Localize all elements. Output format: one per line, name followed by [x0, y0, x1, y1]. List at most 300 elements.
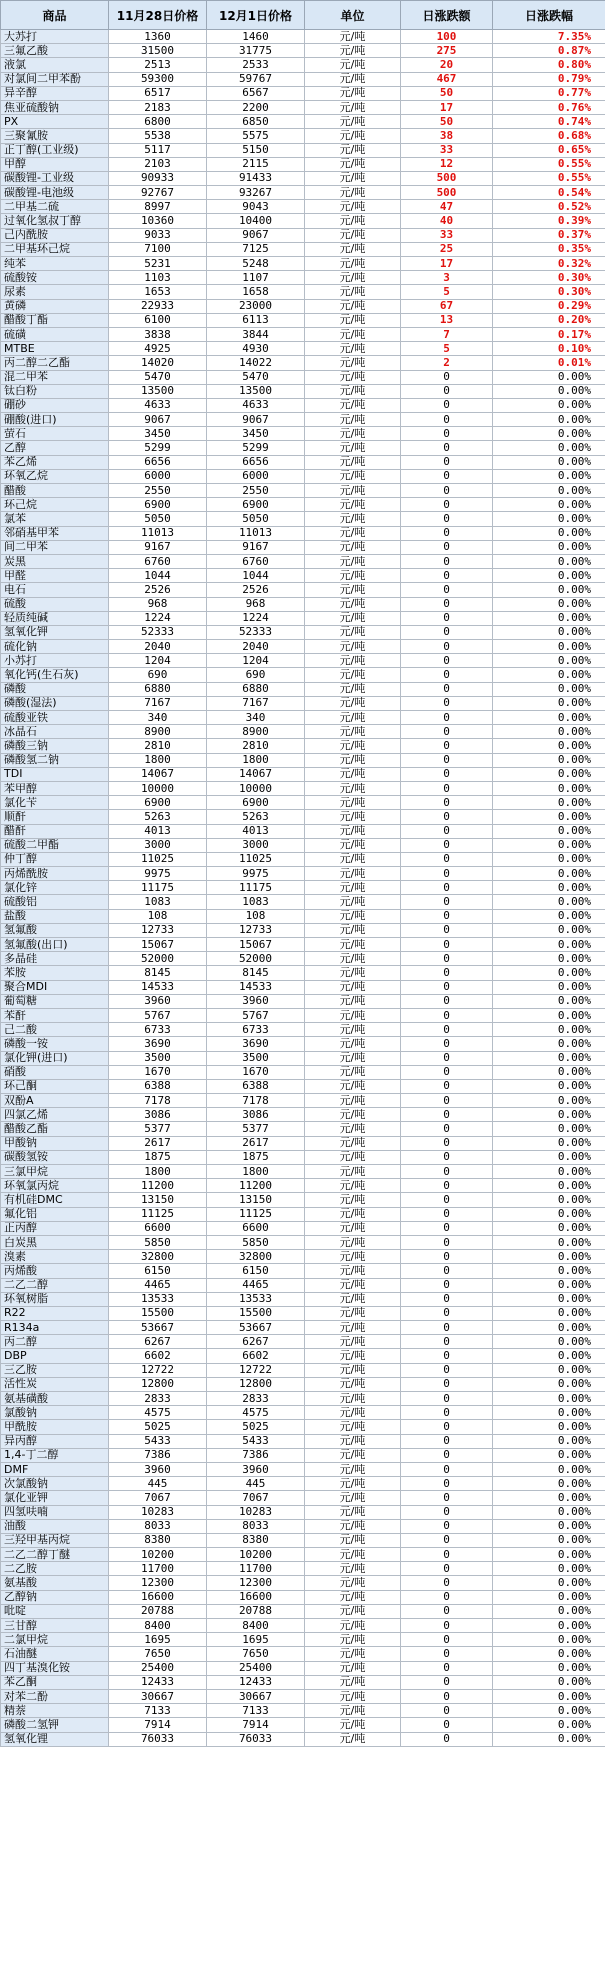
- product-name-cell: 硫酸: [1, 597, 109, 611]
- unit-cell: 元/吨: [305, 1491, 401, 1505]
- price-dec1-cell: 1658: [207, 285, 305, 299]
- price-dec1-cell: 2810: [207, 739, 305, 753]
- price-nov28-cell: 6733: [109, 1023, 207, 1037]
- unit-cell: 元/吨: [305, 30, 401, 44]
- product-name-cell: 氟化铝: [1, 1207, 109, 1221]
- unit-cell: 元/吨: [305, 1619, 401, 1633]
- product-name-cell: 仲丁醇: [1, 852, 109, 866]
- table-row: [1, 257, 605, 271]
- price-nov28-cell: 2833: [109, 1392, 207, 1406]
- price-nov28-cell: 6900: [109, 796, 207, 810]
- price-nov28-cell: 1360: [109, 30, 207, 44]
- table-row: [1, 767, 605, 781]
- price-nov28-cell: 4465: [109, 1278, 207, 1292]
- daily-change-pct-cell: 0.00%: [493, 682, 605, 696]
- price-nov28-cell: 8997: [109, 200, 207, 214]
- unit-cell: 元/吨: [305, 1661, 401, 1675]
- price-nov28-cell: 5117: [109, 143, 207, 157]
- product-name-cell: 乙醇: [1, 441, 109, 455]
- product-name-cell: 炭黑: [1, 554, 109, 568]
- unit-cell: 元/吨: [305, 1562, 401, 1576]
- daily-change-cell: 40: [401, 214, 493, 228]
- product-name-cell: 丙烯酰胺: [1, 867, 109, 881]
- daily-change-cell: 0: [401, 1051, 493, 1065]
- product-name-cell: 磷酸二氢钾: [1, 1718, 109, 1732]
- price-dec1-cell: 6880: [207, 682, 305, 696]
- daily-change-cell: 0: [401, 824, 493, 838]
- price-dec1-cell: 5850: [207, 1235, 305, 1249]
- daily-change-pct-cell: 0.00%: [493, 668, 605, 682]
- price-dec1-cell: 5433: [207, 1434, 305, 1448]
- price-dec1-cell: 11175: [207, 881, 305, 895]
- daily-change-pct-cell: 0.00%: [493, 725, 605, 739]
- daily-change-pct-cell: 0.00%: [493, 1051, 605, 1065]
- daily-change-cell: 0: [401, 1136, 493, 1150]
- daily-change-cell: 50: [401, 115, 493, 129]
- table-row: [1, 781, 605, 795]
- daily-change-pct-cell: 0.00%: [493, 1150, 605, 1164]
- daily-change-cell: 0: [401, 1505, 493, 1519]
- daily-change-pct-cell: 0.00%: [493, 427, 605, 441]
- table-row: [1, 938, 605, 952]
- daily-change-cell: 0: [401, 852, 493, 866]
- price-nov28-cell: 2103: [109, 157, 207, 171]
- daily-change-pct-cell: 0.00%: [493, 895, 605, 909]
- table-row: [1, 554, 605, 568]
- product-name-cell: 醋酸: [1, 484, 109, 498]
- table-row: [1, 1008, 605, 1022]
- daily-change-cell: 0: [401, 753, 493, 767]
- price-nov28-cell: 11700: [109, 1562, 207, 1576]
- daily-change-cell: 0: [401, 923, 493, 937]
- daily-change-pct-cell: 0.37%: [493, 228, 605, 242]
- daily-change-pct-cell: 0.00%: [493, 1108, 605, 1122]
- daily-change-cell: 67: [401, 299, 493, 313]
- price-nov28-cell: 52333: [109, 625, 207, 639]
- product-name-cell: 环氧氯丙烷: [1, 1179, 109, 1193]
- price-nov28-cell: 5470: [109, 370, 207, 384]
- unit-cell: 元/吨: [305, 44, 401, 58]
- product-name-cell: 甲醇: [1, 157, 109, 171]
- daily-change-cell: 0: [401, 1704, 493, 1718]
- unit-cell: 元/吨: [305, 1647, 401, 1661]
- daily-change-pct-cell: 0.00%: [493, 1179, 605, 1193]
- unit-cell: 元/吨: [305, 668, 401, 682]
- daily-change-pct-cell: 0.00%: [493, 1448, 605, 1462]
- table-row: [1, 1264, 605, 1278]
- daily-change-pct-cell: 0.00%: [493, 554, 605, 568]
- daily-change-pct-cell: 0.39%: [493, 214, 605, 228]
- table-row: [1, 1519, 605, 1533]
- table-row: [1, 1207, 605, 1221]
- product-name-cell: TDI: [1, 767, 109, 781]
- price-nov28-cell: 53667: [109, 1321, 207, 1335]
- daily-change-pct-cell: 0.00%: [493, 1619, 605, 1633]
- col-header-price-nov28: 11月28日价格: [109, 1, 207, 30]
- price-nov28-cell: 340: [109, 711, 207, 725]
- price-dec1-cell: 2040: [207, 640, 305, 654]
- daily-change-cell: 0: [401, 1491, 493, 1505]
- table-row: [1, 370, 605, 384]
- daily-change-pct-cell: 0.00%: [493, 1434, 605, 1448]
- product-name-cell: 纯苯: [1, 257, 109, 271]
- daily-change-pct-cell: 0.00%: [493, 966, 605, 980]
- unit-cell: 元/吨: [305, 867, 401, 881]
- unit-cell: 元/吨: [305, 1732, 401, 1746]
- table-row: [1, 455, 605, 469]
- price-nov28-cell: 1103: [109, 271, 207, 285]
- price-nov28-cell: 90933: [109, 171, 207, 185]
- table-row: [1, 753, 605, 767]
- price-dec1-cell: 8400: [207, 1619, 305, 1633]
- daily-change-cell: 0: [401, 1306, 493, 1320]
- product-name-cell: DMF: [1, 1462, 109, 1476]
- daily-change-cell: 0: [401, 1179, 493, 1193]
- table-row: [1, 356, 605, 370]
- price-dec1-cell: 10000: [207, 781, 305, 795]
- table-row: [1, 952, 605, 966]
- price-nov28-cell: 1653: [109, 285, 207, 299]
- daily-change-cell: 0: [401, 540, 493, 554]
- price-nov28-cell: 5767: [109, 1008, 207, 1022]
- product-name-cell: 环己烷: [1, 498, 109, 512]
- daily-change-pct-cell: 0.30%: [493, 285, 605, 299]
- table-row: [1, 186, 605, 200]
- table-row: [1, 427, 605, 441]
- product-name-cell: 轻质纯碱: [1, 611, 109, 625]
- daily-change-pct-cell: 0.00%: [493, 413, 605, 427]
- daily-change-pct-cell: 0.00%: [493, 611, 605, 625]
- price-dec1-cell: 6267: [207, 1335, 305, 1349]
- price-dec1-cell: 5575: [207, 129, 305, 143]
- unit-cell: 元/吨: [305, 1207, 401, 1221]
- price-dec1-cell: 1875: [207, 1150, 305, 1164]
- table-row: [1, 725, 605, 739]
- daily-change-cell: 0: [401, 1079, 493, 1093]
- table-row: [1, 398, 605, 412]
- unit-cell: 元/吨: [305, 1122, 401, 1136]
- daily-change-cell: 5: [401, 342, 493, 356]
- product-name-cell: 环氧树脂: [1, 1292, 109, 1306]
- daily-change-cell: 0: [401, 1377, 493, 1391]
- table-row: [1, 129, 605, 143]
- unit-cell: 元/吨: [305, 1179, 401, 1193]
- unit-cell: 元/吨: [305, 1604, 401, 1618]
- table-row: [1, 980, 605, 994]
- product-name-cell: 环己酮: [1, 1079, 109, 1093]
- unit-cell: 元/吨: [305, 1406, 401, 1420]
- price-nov28-cell: 3086: [109, 1108, 207, 1122]
- daily-change-pct-cell: 0.00%: [493, 1335, 605, 1349]
- product-name-cell: 甲酸钠: [1, 1136, 109, 1150]
- unit-cell: 元/吨: [305, 214, 401, 228]
- unit-cell: 元/吨: [305, 299, 401, 313]
- price-nov28-cell: 5050: [109, 512, 207, 526]
- daily-change-cell: 0: [401, 384, 493, 398]
- table-row: [1, 1037, 605, 1051]
- unit-cell: 元/吨: [305, 157, 401, 171]
- table-row: [1, 498, 605, 512]
- daily-change-cell: 0: [401, 966, 493, 980]
- col-header-daily-change: 日涨跌额: [401, 1, 493, 30]
- price-dec1-cell: 6567: [207, 86, 305, 100]
- unit-cell: 元/吨: [305, 881, 401, 895]
- unit-cell: 元/吨: [305, 285, 401, 299]
- price-dec1-cell: 6388: [207, 1079, 305, 1093]
- price-nov28-cell: 10000: [109, 781, 207, 795]
- daily-change-pct-cell: 0.00%: [493, 583, 605, 597]
- table-row: [1, 668, 605, 682]
- unit-cell: 元/吨: [305, 1477, 401, 1491]
- price-dec1-cell: 76033: [207, 1732, 305, 1746]
- daily-change-pct-cell: 0.00%: [493, 753, 605, 767]
- daily-change-pct-cell: 0.00%: [493, 1008, 605, 1022]
- price-dec1-cell: 3960: [207, 1462, 305, 1476]
- price-dec1-cell: 15067: [207, 938, 305, 952]
- price-nov28-cell: 5377: [109, 1122, 207, 1136]
- daily-change-cell: 0: [401, 1349, 493, 1363]
- product-name-cell: 氨基酸: [1, 1576, 109, 1590]
- daily-change-pct-cell: 0.00%: [493, 938, 605, 952]
- daily-change-pct-cell: 0.00%: [493, 540, 605, 554]
- daily-change-pct-cell: 0.00%: [493, 1165, 605, 1179]
- unit-cell: 元/吨: [305, 342, 401, 356]
- product-name-cell: 顺酐: [1, 810, 109, 824]
- price-dec1-cell: 6850: [207, 115, 305, 129]
- price-nov28-cell: 2617: [109, 1136, 207, 1150]
- daily-change-cell: 0: [401, 1604, 493, 1618]
- price-nov28-cell: 14533: [109, 980, 207, 994]
- daily-change-pct-cell: 0.00%: [493, 1462, 605, 1476]
- daily-change-cell: 0: [401, 994, 493, 1008]
- unit-cell: 元/吨: [305, 640, 401, 654]
- product-name-cell: 三氟乙酸: [1, 44, 109, 58]
- unit-cell: 元/吨: [305, 1221, 401, 1235]
- daily-change-pct-cell: 0.00%: [493, 980, 605, 994]
- price-nov28-cell: 4633: [109, 398, 207, 412]
- daily-change-cell: 0: [401, 1335, 493, 1349]
- product-name-cell: 聚合MDI: [1, 980, 109, 994]
- product-name-cell: 苯酐: [1, 1008, 109, 1022]
- table-row: [1, 1292, 605, 1306]
- price-dec1-cell: 3086: [207, 1108, 305, 1122]
- price-dec1-cell: 9043: [207, 200, 305, 214]
- table-row: [1, 881, 605, 895]
- daily-change-cell: 17: [401, 100, 493, 114]
- daily-change-cell: 0: [401, 867, 493, 881]
- table-row: [1, 1462, 605, 1476]
- unit-cell: 元/吨: [305, 143, 401, 157]
- price-nov28-cell: 690: [109, 668, 207, 682]
- daily-change-cell: 0: [401, 980, 493, 994]
- product-name-cell: 1,4-丁二醇: [1, 1448, 109, 1462]
- table-row: [1, 810, 605, 824]
- price-dec1-cell: 5050: [207, 512, 305, 526]
- table-row: [1, 1548, 605, 1562]
- price-dec1-cell: 30667: [207, 1689, 305, 1703]
- price-dec1-cell: 1083: [207, 895, 305, 909]
- price-nov28-cell: 445: [109, 1477, 207, 1491]
- price-dec1-cell: 11200: [207, 1179, 305, 1193]
- price-nov28-cell: 8900: [109, 725, 207, 739]
- product-name-cell: 氨基磺酸: [1, 1392, 109, 1406]
- product-name-cell: 硫酸二甲酯: [1, 838, 109, 852]
- price-dec1-cell: 6656: [207, 455, 305, 469]
- price-nov28-cell: 13500: [109, 384, 207, 398]
- product-name-cell: 硫酸铵: [1, 271, 109, 285]
- price-dec1-cell: 14067: [207, 767, 305, 781]
- table-row: [1, 1604, 605, 1618]
- product-name-cell: 氯化亚钾: [1, 1491, 109, 1505]
- price-nov28-cell: 52000: [109, 952, 207, 966]
- price-dec1-cell: 23000: [207, 299, 305, 313]
- price-nov28-cell: 6000: [109, 469, 207, 483]
- table-row: [1, 58, 605, 72]
- price-dec1-cell: 9067: [207, 228, 305, 242]
- table-row: [1, 1193, 605, 1207]
- daily-change-cell: 0: [401, 810, 493, 824]
- table-row: [1, 1278, 605, 1292]
- unit-cell: 元/吨: [305, 1434, 401, 1448]
- daily-change-cell: 0: [401, 696, 493, 710]
- unit-cell: 元/吨: [305, 1533, 401, 1547]
- price-dec1-cell: 6000: [207, 469, 305, 483]
- daily-change-pct-cell: 0.00%: [493, 1363, 605, 1377]
- table-row: [1, 1505, 605, 1519]
- price-dec1-cell: 15500: [207, 1306, 305, 1320]
- unit-cell: 元/吨: [305, 58, 401, 72]
- price-nov28-cell: 8380: [109, 1533, 207, 1547]
- unit-cell: 元/吨: [305, 1548, 401, 1562]
- price-dec1-cell: 2833: [207, 1392, 305, 1406]
- price-dec1-cell: 1800: [207, 1165, 305, 1179]
- price-nov28-cell: 92767: [109, 186, 207, 200]
- price-dec1-cell: 7067: [207, 1491, 305, 1505]
- price-nov28-cell: 7650: [109, 1647, 207, 1661]
- daily-change-pct-cell: 0.00%: [493, 1306, 605, 1320]
- product-name-cell: 溴素: [1, 1250, 109, 1264]
- daily-change-cell: 0: [401, 398, 493, 412]
- daily-change-cell: 0: [401, 413, 493, 427]
- unit-cell: 元/吨: [305, 654, 401, 668]
- unit-cell: 元/吨: [305, 1023, 401, 1037]
- unit-cell: 元/吨: [305, 1448, 401, 1462]
- daily-change-pct-cell: 0.32%: [493, 257, 605, 271]
- product-name-cell: 氢氟酸(出口): [1, 938, 109, 952]
- daily-change-pct-cell: 0.65%: [493, 143, 605, 157]
- daily-change-pct-cell: 0.00%: [493, 1349, 605, 1363]
- unit-cell: 元/吨: [305, 1250, 401, 1264]
- daily-change-pct-cell: 0.00%: [493, 952, 605, 966]
- daily-change-pct-cell: 0.00%: [493, 569, 605, 583]
- price-dec1-cell: 4013: [207, 824, 305, 838]
- table-row: [1, 583, 605, 597]
- daily-change-pct-cell: 0.00%: [493, 881, 605, 895]
- price-nov28-cell: 7100: [109, 242, 207, 256]
- table-row: [1, 611, 605, 625]
- product-name-cell: 苯乙烯: [1, 455, 109, 469]
- price-dec1-cell: 1800: [207, 753, 305, 767]
- product-name-cell: 苯胺: [1, 966, 109, 980]
- price-nov28-cell: 11175: [109, 881, 207, 895]
- product-name-cell: 碳酸氢铵: [1, 1150, 109, 1164]
- daily-change-pct-cell: 0.77%: [493, 86, 605, 100]
- unit-cell: 元/吨: [305, 1235, 401, 1249]
- unit-cell: 元/吨: [305, 1136, 401, 1150]
- product-name-cell: 钛白粉: [1, 384, 109, 398]
- table-row: [1, 526, 605, 540]
- price-nov28-cell: 2513: [109, 58, 207, 72]
- price-nov28-cell: 8400: [109, 1619, 207, 1633]
- daily-change-pct-cell: 0.00%: [493, 654, 605, 668]
- price-dec1-cell: 9067: [207, 413, 305, 427]
- product-name-cell: 磷酸(湿法): [1, 696, 109, 710]
- table-row: [1, 1165, 605, 1179]
- daily-change-pct-cell: 0.00%: [493, 441, 605, 455]
- product-name-cell: 焦亚硫酸钠: [1, 100, 109, 114]
- table-row: [1, 1718, 605, 1732]
- daily-change-cell: 25: [401, 242, 493, 256]
- price-nov28-cell: 6602: [109, 1349, 207, 1363]
- table-row: [1, 1448, 605, 1462]
- daily-change-pct-cell: 0.00%: [493, 640, 605, 654]
- price-dec1-cell: 1224: [207, 611, 305, 625]
- price-dec1-cell: 1204: [207, 654, 305, 668]
- price-nov28-cell: 6900: [109, 498, 207, 512]
- unit-cell: 元/吨: [305, 271, 401, 285]
- unit-cell: 元/吨: [305, 1462, 401, 1476]
- unit-cell: 元/吨: [305, 370, 401, 384]
- daily-change-pct-cell: 0.00%: [493, 1732, 605, 1746]
- table-row: [1, 1689, 605, 1703]
- price-dec1-cell: 3690: [207, 1037, 305, 1051]
- price-nov28-cell: 6656: [109, 455, 207, 469]
- daily-change-pct-cell: 0.00%: [493, 1235, 605, 1249]
- product-name-cell: 丙烯酸: [1, 1264, 109, 1278]
- daily-change-cell: 0: [401, 1221, 493, 1235]
- unit-cell: 元/吨: [305, 824, 401, 838]
- daily-change-pct-cell: 0.00%: [493, 370, 605, 384]
- daily-change-cell: 0: [401, 1590, 493, 1604]
- unit-cell: 元/吨: [305, 625, 401, 639]
- daily-change-cell: 0: [401, 1065, 493, 1079]
- unit-cell: 元/吨: [305, 1392, 401, 1406]
- daily-change-cell: 0: [401, 1533, 493, 1547]
- product-name-cell: 大苏打: [1, 30, 109, 44]
- price-nov28-cell: 2550: [109, 484, 207, 498]
- product-name-cell: 丙二醇: [1, 1335, 109, 1349]
- price-nov28-cell: 2040: [109, 640, 207, 654]
- price-nov28-cell: 59300: [109, 72, 207, 86]
- price-dec1-cell: 14022: [207, 356, 305, 370]
- daily-change-cell: 0: [401, 938, 493, 952]
- table-row: [1, 469, 605, 483]
- price-dec1-cell: 13150: [207, 1193, 305, 1207]
- price-dec1-cell: 2115: [207, 157, 305, 171]
- unit-cell: 元/吨: [305, 1008, 401, 1022]
- price-nov28-cell: 6388: [109, 1079, 207, 1093]
- table-row: [1, 1136, 605, 1150]
- product-name-cell: 双酚A: [1, 1094, 109, 1108]
- daily-change-cell: 0: [401, 441, 493, 455]
- daily-change-cell: 0: [401, 1619, 493, 1633]
- daily-change-cell: 0: [401, 1392, 493, 1406]
- product-name-cell: 黄磷: [1, 299, 109, 313]
- table-row: [1, 86, 605, 100]
- daily-change-cell: 0: [401, 1477, 493, 1491]
- price-nov28-cell: 6150: [109, 1264, 207, 1278]
- daily-change-pct-cell: 0.00%: [493, 1094, 605, 1108]
